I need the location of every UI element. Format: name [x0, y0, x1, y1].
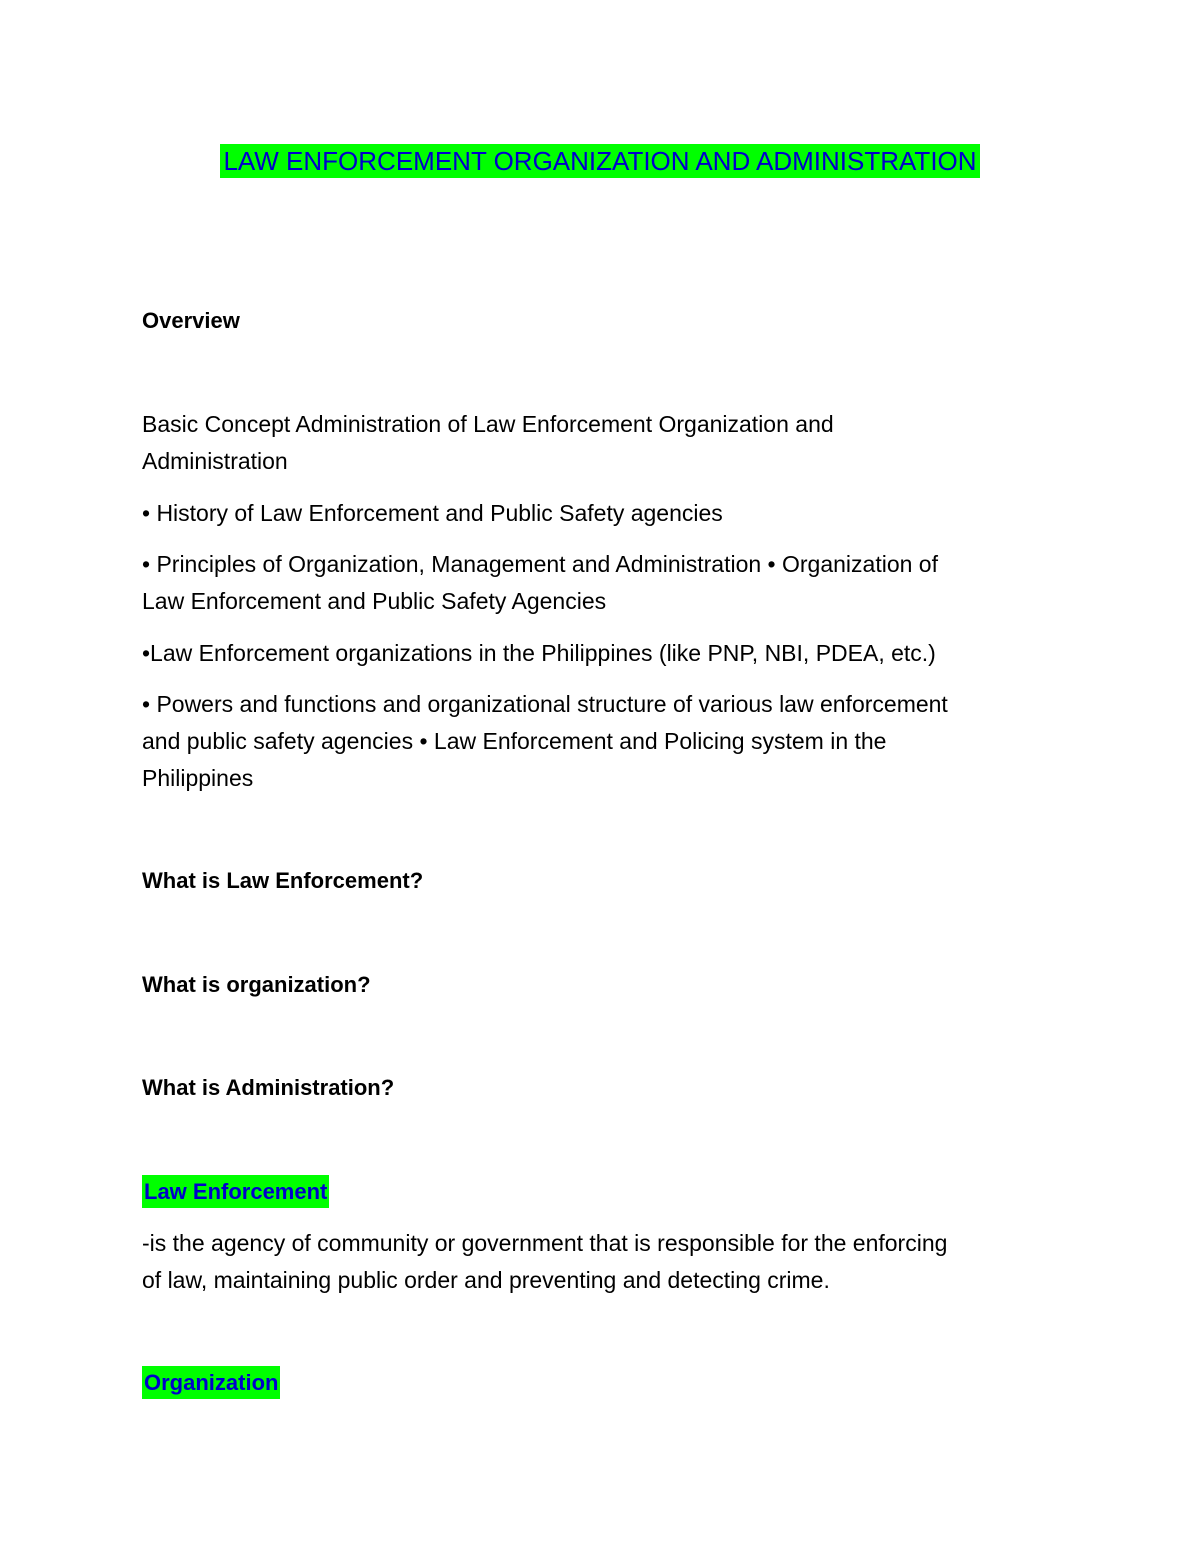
question-organization: What is organization? — [142, 972, 371, 997]
question-law-enforcement: What is Law Enforcement? — [142, 868, 424, 893]
bullet-powers-line-2: and public safety agencies • Law Enforcement and Policing system in the — [142, 728, 887, 754]
bullet-powers-line-3: Philippines — [142, 765, 254, 791]
bullet-principles-line-1: • Principles of Organization, Management and Administration • Organization of — [142, 551, 938, 577]
law-enforcement-definition-line-2: of law, maintaining public order and preventing and detecting crime. — [142, 1267, 830, 1293]
law-enforcement-definition-line-1: -is the agency of community or government that is responsible for the enforcing — [142, 1230, 948, 1256]
bullet-history: • History of Law Enforcement and Public Safety agencies — [142, 500, 723, 526]
question-administration: What is Administration? — [142, 1075, 395, 1100]
document-title-text: LAW ENFORCEMENT ORGANIZATION AND ADMINISTRATION — [220, 144, 979, 178]
intro-line-2: Administration — [142, 448, 288, 474]
law-enforcement-heading-text: Law Enforcement — [142, 1175, 329, 1208]
organization-heading — [142, 1368, 280, 1398]
bullet-principles-line-2: Law Enforcement and Public Safety Agencies — [142, 588, 607, 614]
bullet-powers-line-1: • Powers and functions and organizational structure of various law enforcement — [142, 691, 948, 717]
organization-heading-text: Organization — [142, 1366, 280, 1399]
law-enforcement-heading — [142, 1177, 329, 1207]
document-title — [0, 142, 1200, 180]
overview-heading: Overview — [142, 308, 240, 333]
bullet-ph-organizations: •Law Enforcement organizations in the Philippines (like PNP, NBI, PDEA, etc.) — [142, 640, 936, 666]
intro-line-1: Basic Concept Administration of Law Enforcement Organization and — [142, 411, 834, 437]
